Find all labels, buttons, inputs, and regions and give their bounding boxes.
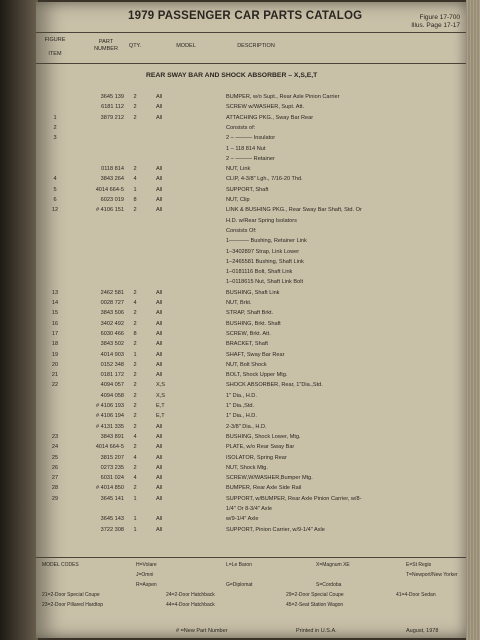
row-description: 1–3402897 Strap, Link Lower [226,248,300,255]
row-model: All [156,485,163,492]
page-title: 1979 PASSENGER CAR PARTS CATALOG [128,10,363,22]
row-description: 1" Dia., H.D. [226,413,257,420]
legend-entry: 24=2-Door Hatchback [166,592,215,598]
row-model: All [156,94,163,100]
legend-entry: L=Le Baron [226,562,252,568]
row-quantity: 2 [133,289,137,296]
legend-entry: R=Aspen [136,582,157,588]
row-model: All [156,464,163,471]
table-row [36,516,468,525]
row-figure: 13 [51,289,59,296]
legend-entry: X=Magnum XE [316,562,350,568]
print-date: August, 1978 [406,628,439,634]
row-figure: 17 [51,330,59,337]
table-row [36,352,468,361]
row-quantity: 2 [133,392,137,399]
row-figure: 15 [51,310,59,317]
table-row [36,424,468,433]
book-binding [0,0,38,640]
row-description: NUT, Bolt Shock [226,361,267,368]
row-model: All [156,351,163,358]
row-quantity: 1 [133,495,137,502]
row-description: SHOCK ABSORBER, Rear, 1"Dia.,Std. [226,382,323,389]
row-description: NUT, Shock Mtg. [226,464,268,471]
table-row [36,413,468,422]
row-figure: 21 [51,372,59,379]
row-model: E,T [156,403,165,409]
row-model: All [156,330,163,337]
table-row [36,125,468,134]
row-model: All [156,526,163,533]
row-part-number: 4094 058 [100,392,124,399]
row-part-number: 3402 492 [100,320,124,327]
row-quantity: 8 [133,330,137,337]
row-figure: 3 [53,135,57,142]
row-quantity: 1 [133,186,137,193]
row-figure: 14 [51,300,59,306]
row-description: SCREW,W/WASHER,Bumper Mtg. [226,475,313,482]
row-model: All [156,176,163,183]
legend-entry: E=St Regis [406,562,432,568]
page-stack-edge [466,0,480,640]
row-quantity: 2 [133,464,137,471]
row-quantity: 2 [133,94,137,100]
row-description: BUMPER, w/o Supt., Rear Axle Pinion Carrier [226,94,340,100]
row-description: SHAFT, Sway Bar Rear [226,351,285,358]
row-description: SUPPORT, Shaft [226,186,269,193]
table-row [36,362,468,371]
row-figure: 28 [51,485,59,492]
row-part-number: 3645 143 [100,516,124,523]
row-part-number: 4014 664-5 [95,186,124,193]
row-description: 2 – ——— Insulator [226,135,276,142]
legend-entry: J=Omni [136,572,154,578]
table-row [36,485,468,494]
row-part-number: 3843 264 [100,176,124,183]
table-row [36,94,468,103]
table-row [36,403,468,412]
row-model: X,S [156,382,166,389]
row-part-number: # 4106 193 [96,403,124,409]
row-description: NUT, Link [226,166,251,173]
col-qty: QTY. [128,43,142,49]
table-row [36,331,468,340]
row-figure: 24 [51,444,59,451]
row-quantity: 2 [133,114,137,121]
row-quantity: 2 [133,444,137,451]
legend-entry: 23=2-Door Pillared Hardtop [42,602,104,608]
row-description: 1" Dia., H.D. [226,392,257,399]
row-figure: 18 [51,341,59,348]
row-description: 1–0118615 Nut, Shaft Link Bolt [226,279,304,286]
table-row [36,300,468,309]
row-quantity: 4 [133,454,137,461]
row-description: SCREW w/WASHER, Supt. Att. [226,104,305,111]
row-description: BOLT, Shock Upper Mtg. [226,372,288,379]
row-model: All [156,361,163,368]
row-quantity: 2 [133,166,137,173]
table-row [36,310,468,319]
table-row [36,259,468,268]
table-row [36,269,468,278]
table-row [36,444,468,453]
table-row [36,434,468,443]
row-quantity: 2 [133,320,137,327]
row-description: BRACKET, Shaft [226,341,268,348]
row-description: ATTACHING PKG., Sway Bar Rear [226,114,314,121]
col-part: PART NUMBER [94,39,118,52]
row-description: NUT, Clip [226,197,250,203]
row-quantity: 4 [133,300,137,306]
row-model: All [156,433,163,440]
row-part-number: 3645 139 [100,94,124,100]
table-row [36,506,468,515]
row-description: Consists of: [226,124,256,131]
row-figure: 19 [51,351,59,358]
row-description: BUSHING, Brkt. Shaft [226,320,281,327]
row-model: All [156,166,163,173]
row-model: All [156,372,163,379]
row-description: STRAP, Shaft Brkt. [226,310,274,317]
row-quantity: 1 [133,351,137,358]
row-part-number: 3645 141 [100,495,124,502]
row-description: CLIP, 4-3/8" Lgh., 7/16-20 Thd. [226,176,303,183]
table-row [36,321,468,330]
row-part-number: 4094 057 [100,382,124,389]
table-row [36,372,468,381]
row-description: BUSHING, Shock Lower, Mtg. [226,433,301,440]
row-model: All [156,207,163,214]
legend-entry: 21=2-Door Special Coupe [42,592,100,598]
row-description: 2-3/8" Dia., H.D. [226,423,267,430]
row-part-number: 4014 903 [100,351,124,358]
row-model: E,T [156,413,165,420]
row-figure: 29 [51,495,59,502]
legend [36,557,468,618]
row-figure: 12 [51,207,59,214]
row-part-number: # 4106 151 [96,207,124,214]
new-part-note: # =New Part Number [176,628,228,634]
table-row [36,455,468,464]
row-model: X,S [156,392,166,399]
table-row [36,290,468,299]
row-description: BUMPER, Rear Axle Side Rail [226,485,302,492]
row-figure: 2 [53,124,57,131]
col-fig: FIGURE [44,37,66,43]
row-quantity: 1 [133,526,137,533]
table-row [36,228,468,237]
row-quantity: 4 [133,475,137,482]
row-description: w/9-1/4" Axle [226,516,259,523]
row-model: All [156,454,163,461]
table-row [36,166,468,175]
row-quantity: 2 [133,423,137,430]
legend-entry: MODEL CODES [42,562,79,568]
table-row [36,527,468,536]
row-model: All [156,495,163,502]
row-model: All [156,186,163,193]
table-row [36,465,468,474]
legend-entry: H=Volare [136,562,157,568]
row-quantity: 8 [133,197,137,203]
row-figure: 26 [51,464,59,471]
row-model: All [156,114,163,121]
row-description: LINK & BUSHING PKG., Rear Sway Bar Shaft, Std. Or [226,207,362,214]
row-quantity: 2 [133,403,137,409]
row-model: All [156,475,163,482]
table-row [36,249,468,258]
illus-page: Illus. Page 17-17 [411,22,460,29]
row-model: All [156,423,163,430]
row-part-number: 6031 024 [100,475,124,482]
table-row [36,238,468,247]
row-quantity: 2 [133,361,137,368]
table-row [36,341,468,350]
row-part-number: 4014 664-5 [95,444,124,451]
table-row [36,176,468,185]
row-description: 1–2465581 Bushing, Shaft Link [226,258,304,265]
row-quantity: 2 [133,104,137,111]
table-row [36,135,468,144]
row-figure: 22 [51,382,59,389]
row-model: All [156,444,163,451]
row-part-number: 0152 348 [100,361,124,368]
row-part-number: 6023 019 [100,197,124,203]
table-row [36,207,468,216]
legend-entry: T=Newport/New Yorker [406,572,458,578]
row-figure: 23 [51,433,59,440]
table-row [36,393,468,402]
row-part-number: 6181 112 [101,104,124,111]
table-row [36,197,468,206]
row-part-number: 6030 466 [100,330,124,337]
row-model: All [156,197,163,203]
printed-note: Printed in U.S.A. [296,628,337,634]
row-figure: 27 [51,475,59,482]
row-part-number: 0273 235 [100,464,124,471]
table-row [36,496,468,505]
row-model: All [156,300,163,306]
row-figure: 20 [51,361,59,368]
row-description: BUSHING, Shaft Link [226,289,280,296]
row-description: PLATE, w/o Rear Sway Bar [226,444,295,451]
legend-entry: 44=4-Door Hatchback [166,602,215,608]
table-row [36,382,468,391]
table-row [36,115,468,124]
row-quantity: 2 [133,310,137,317]
row-quantity: 2 [133,372,137,379]
legend-entry: 29=2-Door Special Coupe [286,592,344,598]
row-description: SCREW, Brkt. Att. [226,330,271,337]
row-model: All [156,104,163,111]
table-row [36,104,468,113]
row-part-number: 0118 814 [101,166,124,173]
row-model: All [156,341,163,348]
row-description: 1 – 118 814 Nut [226,145,266,152]
col-description: DESCRIPTION [237,43,275,49]
row-part-number: 0028 727 [100,300,124,306]
column-header [36,32,468,64]
row-description: H.D. w/Rear Spring Isolators [226,217,297,224]
row-figure: 25 [51,454,59,461]
row-description: NUT, Brkt. [226,300,252,306]
row-part-number: # 4014 850 [96,485,124,492]
row-part-number: 3843 506 [100,310,124,317]
row-description: SUPPORT, Pinion Carrier, w/9-1/4" Axle [226,526,325,533]
table-row [36,279,468,288]
row-figure: 6 [53,197,57,203]
row-description: SUPPORT, w/BUMPER, Rear Axle Pinion Carrier, w/8- [226,495,362,502]
row-description: 2 – ——— Retainer [226,155,275,162]
row-part-number: 3815 207 [100,454,124,461]
row-model: All [156,320,163,327]
row-figure: 1 [53,114,57,121]
col-fig-item: ITEM [48,51,62,57]
figure-number: Figure 17-700 [419,14,460,21]
legend-entry: 41=4-Door Sedan [396,592,436,598]
row-quantity: 4 [133,176,137,183]
row-model: All [156,516,163,523]
row-model: All [156,289,163,296]
row-quantity: 2 [133,207,137,214]
row-model: All [156,310,163,317]
table-row [36,146,468,155]
col-model: MODEL [176,43,196,49]
row-part-number: 3843 891 [100,433,124,440]
table-row [36,187,468,196]
row-quantity: 2 [133,382,137,389]
legend-entry: S=Cordoba [316,582,342,588]
row-quantity: 2 [133,341,137,348]
figure-reference [411,14,460,30]
table-row [36,156,468,165]
row-figure: 5 [53,186,57,193]
catalog-page [36,2,468,638]
row-description: ISOLATOR, Spring Rear [226,454,287,461]
section-title: REAR SWAY BAR AND SHOCK ABSORBER – X,S,E,T [146,72,318,79]
row-part-number: 3722 308 [100,526,124,533]
row-quantity: 2 [133,413,137,420]
row-part-number: 3843 502 [100,341,124,348]
row-description: Consists Of: [226,227,257,234]
row-description: 1–0181116 Bolt, Shaft Link [226,269,293,276]
table-row [36,475,468,484]
row-quantity: 2 [133,485,137,492]
row-part-number: # 4106 194 [96,413,124,420]
row-part-number: 2462 581 [100,289,124,296]
table-row [36,218,468,227]
row-part-number: 0181 172 [100,372,124,379]
row-figure: 4 [53,176,57,183]
row-figure: 16 [51,320,59,327]
legend-entry: G=Diplomat [226,582,253,588]
row-description: 1–——— Bushing, Retainer Link [226,238,307,245]
row-description: 1" Dia.,Std. [226,403,255,409]
row-description: 1/4" Or 8-3/4" Axle [226,506,272,512]
row-part-number: # 4131 335 [96,423,124,430]
row-part-number: 3879 212 [100,114,124,121]
row-quantity: 1 [133,516,137,523]
row-quantity: 4 [133,433,137,440]
legend-entry: 45=2-Seat Station Wagon [286,602,344,608]
